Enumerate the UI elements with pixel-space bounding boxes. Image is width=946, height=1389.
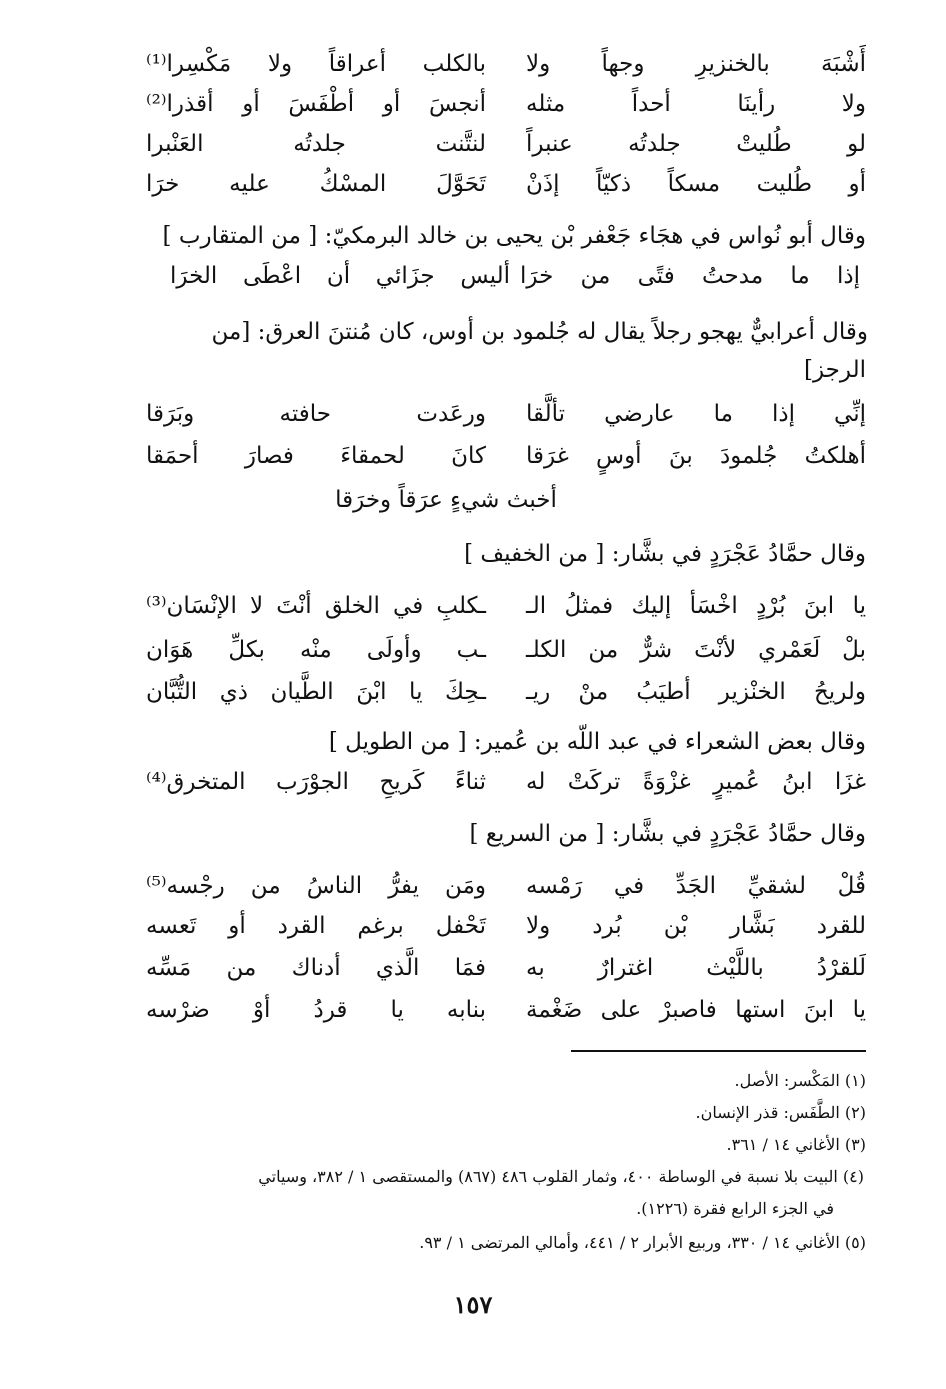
prose-line: وقال حمَّادُ عَجْرَدٍ في بشَّار: [ من الخفيف ] — [464, 541, 866, 567]
verse-hemistich-first: يا ابنَ استها فاصبرْ على ضَغْمة — [526, 997, 866, 1023]
verse-hemistich-first: بلْ لَعَمْري لأنْتَ شرٌّ من الكلـ — [526, 637, 866, 663]
verse-hemistich: أخبث شيءٍ عرَقاً وخرَقا — [335, 487, 557, 513]
footnote-divider — [571, 1050, 866, 1052]
footnote-continuation: في الجزء الرابع فقرة (١٢٢٦). — [636, 1199, 834, 1218]
verse-hemistich-first: أَشْبَهَ بالخنزيرِ وجهاً ولا — [526, 51, 866, 77]
verse-hemistich-first: لو طُليتْ جلدتُه عنبراً — [526, 131, 866, 157]
verse-hemistich-second: لنتَّنت جلدتُه العَنْبرا — [146, 131, 486, 157]
verse-hemistich-second: ـب وأولَى منْه بكلِّ هَوَان — [146, 637, 486, 663]
verse-hemistich-second: ـكلبِ في الخلق أنْتَ لا الإنْسَان⁽³⁾ — [146, 593, 486, 619]
verse-line — [146, 948, 866, 988]
prose-line: وقال أعرابيٌّ يهجو رجلاً يقال له جُلمود بن أوس، كان مُنتنَ العرق: [من — [211, 319, 868, 345]
prose-line: وقال أبو نُواس في هجَاء جَعْفر بْن يحيى بن خالد البرمكيّ: [ من المتقارب ] — [162, 223, 866, 249]
verse-hemistich-second: ثناءً كَريحِ الجوْرَب المتخرق⁽⁴⁾ — [146, 769, 486, 795]
verse-line — [146, 586, 866, 626]
prose-line: وقال حمَّادُ عَجْرَدٍ في بشَّار: [ من السريع ] — [469, 821, 866, 847]
verse-hemistich-first: ولريحُ الخنْزير أطيَبُ منْ ريـ — [526, 679, 866, 705]
verse-line — [146, 124, 866, 164]
verse-line — [170, 256, 860, 296]
verse-line-single — [146, 480, 866, 520]
verse-hemistich-second: ورعَدت حافته وبَرَقا — [146, 401, 486, 427]
verse-line — [146, 990, 866, 1030]
footnote: (٤) البيت بلا نسبة في الوساطة ٤٠٠، وثمار القلوب ٤٨٦ (٨٦٧) والمستقصى ١ / ٣٨٢، وسياتي — [258, 1167, 864, 1186]
verse-hemistich-second: فمَا الَّذي أدناك من مَسِّه — [146, 955, 486, 981]
verse-hemistich-first: إذا ما مدحتُ فتًى من خرَا — [520, 263, 860, 289]
verse-line — [146, 672, 866, 712]
verse-hemistich-first: يا ابنَ بُرْدٍ اخْسَأ إليك فمثلُ الـ — [526, 593, 866, 619]
verse-line — [146, 866, 866, 906]
verse-hemistich-second: تَحْفل برغم القرد أو تَعسه — [146, 913, 486, 939]
verse-line — [146, 164, 866, 204]
verse-line — [146, 394, 866, 434]
verse-line — [146, 906, 866, 946]
verse-hemistich-second: ـحِكَ يا ابْنَ الطَّيان ذي التُّبَّان — [146, 679, 486, 705]
verse-line — [146, 84, 866, 124]
verse-hemistich-first: إنِّي إذا ما عارضي تألَّقا — [526, 401, 866, 427]
verse-hemistich-first: للقرد بَشَّار بْن بُرد ولا — [526, 913, 866, 939]
verse-hemistich-first: ولا رأينَا أحداً مثله — [526, 91, 866, 117]
verse-hemistich-first: قُلْ لشقيِّ الجَدِّ في رَمْسه — [526, 873, 866, 899]
verse-hemistich-first: لَلقرْدُ باللَّيْث اغترارٌ به — [526, 955, 866, 981]
verse-hemistich-second: بنابه يا قردُ أوْ ضرْسه — [146, 997, 486, 1023]
footnote: (٥) الأغاني ١٤ / ٣٣٠، وربيع الأبرار ٢ / ٤٤١، وأمالي المرتضى ١ / ٩٣. — [419, 1233, 866, 1252]
verse-hemistich-first: أو طُليت مسكاً ذكيّاً إذَنْ — [526, 171, 866, 197]
footnote: (٢) الطَّفَس: قذر الإنسان. — [695, 1103, 866, 1122]
prose-line: وقال بعض الشعراء في عبد اللّه بن عُمير: [ من الطويل ] — [328, 729, 866, 755]
prose-line-end: الرجز] — [804, 357, 866, 383]
verse-hemistich-second: أنجسَ أو أطْفَسَ أو أقذرا⁽²⁾ — [146, 91, 486, 117]
verse-hemistich-second: بالكلب أعراقاً ولا مَكْسِرا⁽¹⁾ — [146, 51, 486, 77]
verse-line — [146, 630, 866, 670]
page-number: ١٥٧ — [453, 1290, 493, 1319]
verse-line — [146, 762, 866, 802]
verse-hemistich-second: تَحَوَّلَ المسْكُ عليه خرَا — [146, 171, 486, 197]
verse-line — [146, 436, 866, 476]
verse-hemistich-second: كانَ لحمقاءَ فصارَ أحمَقا — [146, 443, 486, 469]
verse-line — [146, 44, 866, 84]
footnote: (١) المَكْسر: الأصل. — [734, 1071, 866, 1090]
verse-hemistich-first: غزَا ابنُ عُميرٍ غزْوَةً تركَتْ له — [526, 769, 866, 795]
verse-hemistich-first: أهلكتُ جُلمودَ بنَ أوسٍ غرَقا — [526, 443, 866, 469]
footnote: (٣) الأغاني ١٤ / ٣٦١. — [726, 1135, 866, 1154]
verse-hemistich-second: ومَن يفرُّ الناسُ من رجْسه⁽⁵⁾ — [146, 873, 486, 899]
verse-hemistich-second: أليس جزَائي أن اعْطَى الخرَا — [170, 263, 510, 289]
